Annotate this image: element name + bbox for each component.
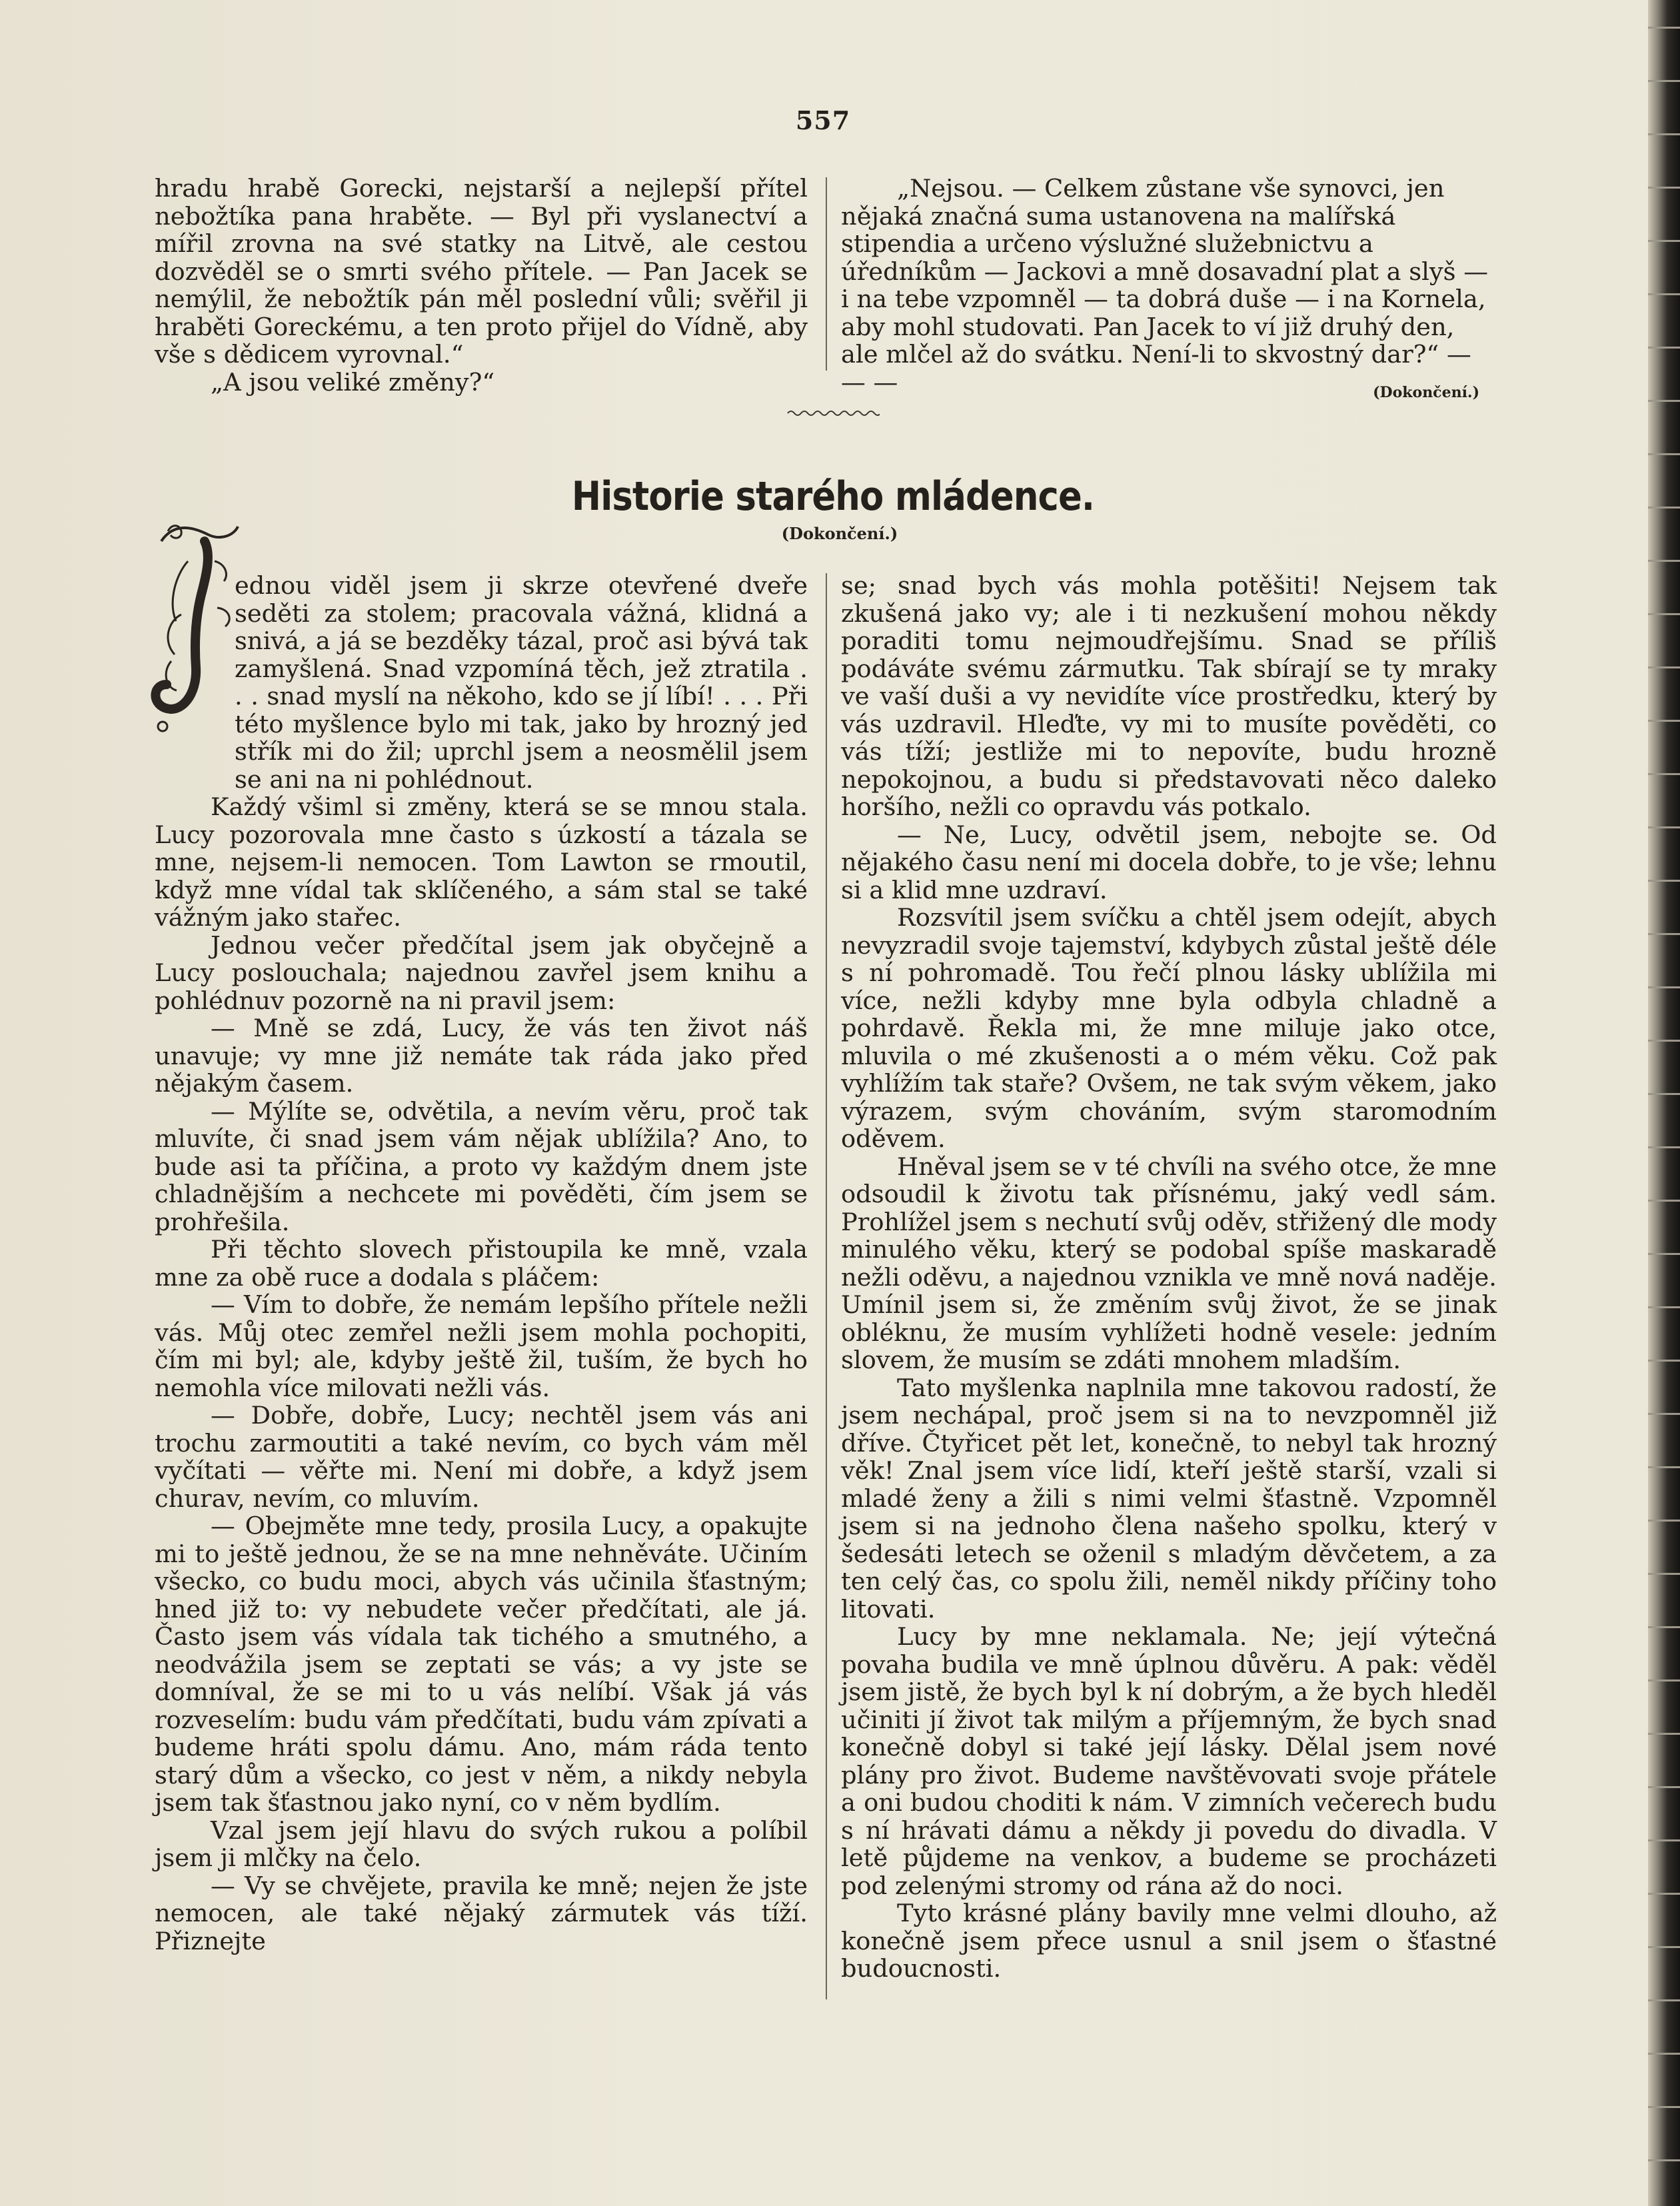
paragraph: Tato myšlenka naplnila mne takovou radostí, že jsem nechápal, proč jsem si na to nevzpomněl již dříve. Čtyřicet pět let, konečně, to nebyl tak hrozný věk! Znal jsem více lidí, kteří ještě starší, vzali si mladé ženy a žili s nimi velmi šťastně. Vzpomněl jsem si na jednoho člena našeho spolku, který v šedesáti letech se oženil s mladým děvčetem, a za ten celý čas, co spolu žili, neměl nikdy příčiny toho litovati. bbox=[841, 1373, 1497, 1624]
paragraph: Lucy by mne neklamala. Ne; její výtečná povaha budila ve mně úplnou důvěru. A pak: věděl jsem jistě, že bych byl k ní dobrým, a že bych hleděl učiniti jí život tak milým a příjemným, že bych snad konečně dobyl si také její lásky. Dělal jsem nové plány pro život. Budeme navštěvovati svoje přátele a oni budou choditi k nám. V zimních večerech budu s ní hrávati dámu a někdy ji povedu do divadla. V letě půjdeme na venkov, a budeme se procházeti pod zelenými stromy od rána až do noci. bbox=[841, 1622, 1497, 1900]
article-right-column bbox=[841, 572, 1497, 1983]
paragraph: Jednou večer předčítal jsem jak obyčejně a Lucy poslouchala; najednou zavřel jsem knihu a pohlédnuv pozorně na ni pravil jsem: bbox=[155, 930, 808, 1015]
paragraph: Vzal jsem její hlavu do svých rukou a políbil jsem ji mlčky na čelo. bbox=[155, 1815, 808, 1872]
article-left-column bbox=[155, 572, 808, 1955]
paragraph: Hněval jsem se v té chvíli na svého otce, že mne odsoudil k životu tak přísnému, jaký vedl sám. Prohlížel jsem s nechutí svůj oděv, střižený dle mody minulého věku, který se podobal spíše maskaradě nežli oděvu, a najednou vznikla ve mně nová naděje. Umínil jsem si, že změním svůj život, že se jinak obléknu, že musím vyhlížeti hodně vesele: jedním slovem, že musím se zdáti mnohem mladším. bbox=[841, 1152, 1497, 1374]
scan-edge bbox=[1648, 0, 1680, 2206]
paragraph: „Nejsou. — Celkem zůstane vše synovci, jen nějaká značná suma ustanovena na malířská stipendia a určeno výslužné služebnictvu a úředníkům — Jackovi a mně dosavadní plat a slyš — i na tebe vzpomněl — ta dobrá duše — i na Kornela, aby mohl studovati. Pan Jacek to ví již druhý den, ale mlčel až do svátku. Není-li to skvostný dar?“ — — — bbox=[841, 174, 1489, 397]
wavy-separator-ornament bbox=[786, 407, 880, 420]
paragraph: Při těchto slovech přistoupila ke mně, vzala mne za obě ruce a dodala s pláčem: bbox=[155, 1235, 808, 1292]
paragraph: hradu hrabě Gorecki, nejstarší a nejlepší přítel nebožtíka pana hraběte. — Byl při vyslanectví a mířil zrovna na své statky na Litvě, ale cestou dozvěděl se o smrti svého přítele. — Pan Jacek se nemýlil, že nebožtík pán měl poslední vůli; svěřil ji hraběti Goreckému, a ten proto přijel do Vídně, aby vše s dědicem vyrovnal.“ bbox=[155, 174, 808, 369]
paragraph: — Dobře, dobře, Lucy; nechtěl jsem vás ani trochu zarmoutiti a také nevím, co bych vám měl vyčítati — věřte mi. Není mi dobře, a když jsem churav, nevím, co mluvím. bbox=[155, 1401, 808, 1513]
article-title: Historie starého mládence. bbox=[571, 473, 1095, 520]
top-left-column bbox=[155, 175, 808, 396]
article-subtitle: (Dokončení.) bbox=[781, 524, 898, 543]
paragraph: — Ne, Lucy, odvětil jsem, nebojte se. Od nějakého času není mi docela dobře, to je vše; lehnu si a klid mne uzdraví. bbox=[841, 820, 1497, 904]
paragraph: „A jsou veliké změny?“ bbox=[211, 367, 495, 397]
paragraph: ednou viděl jsem ji skrze otevřené dveře seděti za stolem; pracovala vážná, klidná a snivá, a já se bezděky tázal, proč asi bývá tak zamyšlená. Snad vzpomíná těch, jež ztratila . . . snad myslí na někoho, kdo se jí líbí! . . . Při této myšlence bylo mi tak, jako by hrozný jed střík mi do žil; uprchl jsem a neosmělil jsem se ani na ni pohlédnout. bbox=[235, 571, 808, 794]
top-right-column bbox=[841, 175, 1497, 396]
paragraph: — Mně se zdá, Lucy, že vás ten život náš unavuje; vy mne již nemáte tak ráda jako před nějakým časem. bbox=[155, 1014, 808, 1098]
column-divider bbox=[826, 573, 827, 1999]
paragraph: — Mýlíte se, odvětila, a nevím věru, proč tak mluvíte, či snad jsem vám nějak ublížila? Ano, to bude asi ta příčina, a proto vy každým dnem jste chladnějším a nechcete mi pověděti, čím jsem se prohřešila. bbox=[155, 1096, 808, 1236]
paragraph: Tyto krásné plány bavily mne velmi dlouho, až konečně jsem přece usnul a snil jsem o šťastné budoucnosti. bbox=[841, 1899, 1497, 1983]
paragraph: Rozsvítil jsem svíčku a chtěl jsem odejít, abych nevyzradil svoje tajemství, kdybych zůstal ještě déle s ní pohromadě. Tou řečí plnou lásky ublížila mi více, nežli kdyby mne byla odbyla chladně a pohrdavě. Řekla mi, že mne miluje jako otce, mluvila o mé zkušenosti a o mém věku. Což pak vyhlížím tak staře? Ovšem, ne tak svým věkem, jako výrazem, svým chováním, svým staromodním oděvem. bbox=[841, 903, 1497, 1153]
column-divider bbox=[826, 177, 827, 371]
paragraph: — Vím to dobře, že nemám lepšího přítele nežli vás. Můj otec zemřel nežli jsem mohla pochopiti, čím mi byl; ale, kdyby ještě žil, tuším, že bych ho nemohla více milovati nežli vás. bbox=[155, 1290, 808, 1402]
paragraph: — Obejměte mne tedy, prosila Lucy, a opakujte mi to ještě jednou, že se na mne nehněváte. Učiním všecko, co budu moci, abych vás učinila šťastným; hned již to: vy nebudete večer předčítati, ale já. Často jsem vás vídala tak tichého a smutného, a neodvážila jsem se zeptati se vás; a vy jste se domníval, že se mi to u vás nelíbí. Však já vás rozveselím: budu vám předčítati, budu vám zpívati a budeme hráti spolu dámu. Ano, mám ráda tento starý dům a všecko, co jest v něm, a nikdy nebyla jsem tak šťastnou jako nyní, co v něm bydlím. bbox=[155, 1512, 808, 1817]
page-number: 557 bbox=[795, 105, 851, 135]
continued-note: (Dokončení.) bbox=[1373, 384, 1479, 401]
paragraph: Každý všiml si změny, která se se mnou stala. Lucy pozorovala mne často s úzkostí a tázala se mne, nejsem-li nemocen. Tom Lawton se rmoutil, když mne vídal tak sklíčeného, a sám stal se také vážným jako stařec. bbox=[155, 792, 808, 932]
paragraph: — Vy se chvějete, pravila ke mně; nejen že jste nemocen, ale také nějaký zármutek vás tíží. Přiznejte bbox=[155, 1871, 808, 1955]
paragraph: se; snad bych vás mohla potěšiti! Nejsem tak zkušená jako vy; ale i ti nezkušení mohou někdy poraditi tomu nejmoudřejšímu. Snad se příliš podáváte svému zármutku. Tak sbírají se ty mraky ve vaší duši a vy nevidíte více prostředku, který by vás uzdravil. Hleďte, vy mi to musíte pověděti, co vás tíží; jestliže mi to nepovíte, budu hrozně nepokojnou, a budu si představovati něco daleko horšího, nežli co opravdu vás potkalo. bbox=[841, 571, 1497, 821]
